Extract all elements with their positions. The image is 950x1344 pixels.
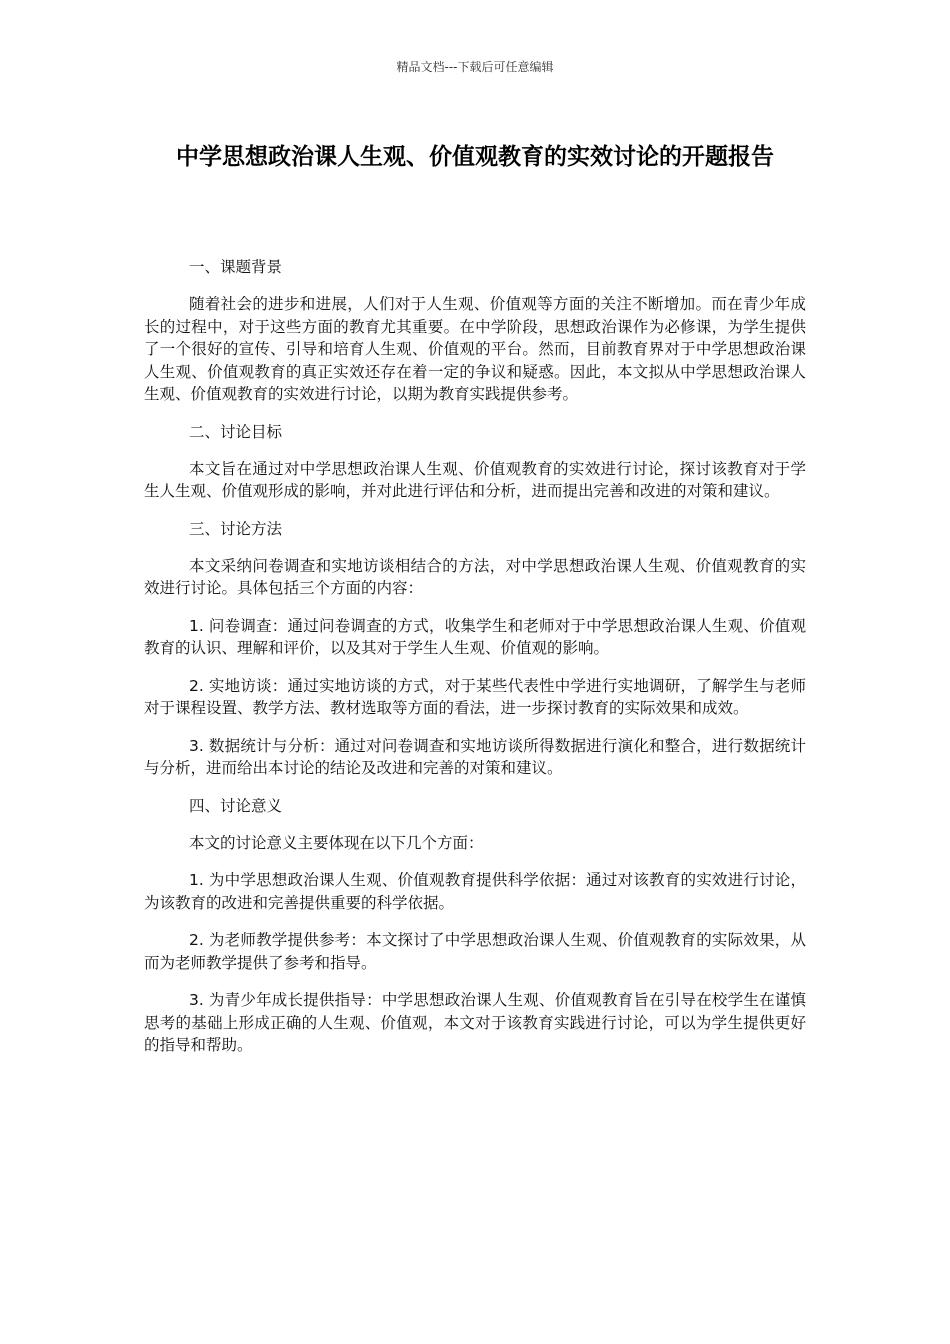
section-methods bbox=[144, 518, 806, 780]
list-item: 2. 为老师教学提供参考：本文探讨了中学思想政治课人生观、价值观教育的实际效果，从而为老师教学提供了参考和指导。 bbox=[144, 931, 806, 972]
section-background bbox=[144, 256, 806, 406]
list-item: 1. 问卷调查：通过问卷调查的方式，收集学生和老师对于中学思想政治课人生观、价值观教育的认识、理解和评价，以及其对于学生人生观、价值观的影响。 bbox=[144, 616, 806, 657]
section-heading: 二、讨论目标 bbox=[189, 422, 283, 441]
section-heading: 一、课题背景 bbox=[189, 258, 283, 276]
list-item: 1. 为中学思想政治课人生观、价值观教育提供科学依据：通过对该教育的实效进行讨论，为该教育的改进和完善提供重要的科学依据。 bbox=[144, 871, 806, 912]
document-body bbox=[144, 256, 806, 1072]
list-item: 3. 数据统计与分析：通过对问卷调查和实地访谈所得数据进行演化和整合，进行数据统计与分析，进而给出本讨论的结论及改进和完善的对策和建议。 bbox=[144, 736, 806, 777]
paragraph: 本文旨在通过对中学思想政治课人生观、价值观教育的实效进行讨论，探讨该教育对于学生人生观、价值观形成的影响，并对此进行评估和分析，进而提出完善和改进的对策和建议。 bbox=[144, 459, 806, 500]
paragraph: 随着社会的进步和进展，人们对于人生观、价值观等方面的关注不断增加。而在青少年成长的过程中，对于这些方面的教育尤其重要。在中学阶段，思想政治课作为必修课，为学生提供了一个很好的宣传、引导和培育人生观、价值观的平台。然而，目前教育界对于中学思想政治课人生观、价值观教育的真正实效还存在着一定的争议和疑惑。因此，本文拟从中学思想政治课人生观、价值观教育的实效进行讨论，以期为教育实践提供参考。 bbox=[144, 295, 806, 403]
section-heading: 四、讨论意义 bbox=[189, 796, 283, 815]
section-heading: 三、讨论方法 bbox=[189, 519, 283, 538]
document-title: 中学思想政治课人生观、价值观教育的实效讨论的开题报告 bbox=[176, 144, 774, 170]
list-item: 2. 实地访谈：通过实地访谈的方式，对于某些代表性中学进行实地调研，了解学生与老师对于课程设置、教学方法、教材选取等方面的看法，进一步探讨教育的实际效果和成效。 bbox=[144, 676, 806, 717]
section-significance bbox=[144, 795, 806, 1057]
header-note: 精品文档---下载后可任意编辑 bbox=[396, 60, 554, 74]
section-objectives bbox=[144, 421, 806, 503]
paragraph: 本文的讨论意义主要体现在以下几个方面： bbox=[189, 833, 484, 852]
list-item: 3. 为青少年成长提供指导：中学思想政治课人生观、价值观教育旨在引导在校学生在谨慎思考的基础上形成正确的人生观、价值观，本文对于该教育实践进行讨论，可以为学生提供更好的指导和帮助。 bbox=[144, 991, 806, 1054]
paragraph: 本文采纳问卷调查和实地访谈相结合的方法，对中学思想政治课人生观、价值观教育的实效进行讨论。具体包括三个方面的内容： bbox=[144, 556, 806, 597]
